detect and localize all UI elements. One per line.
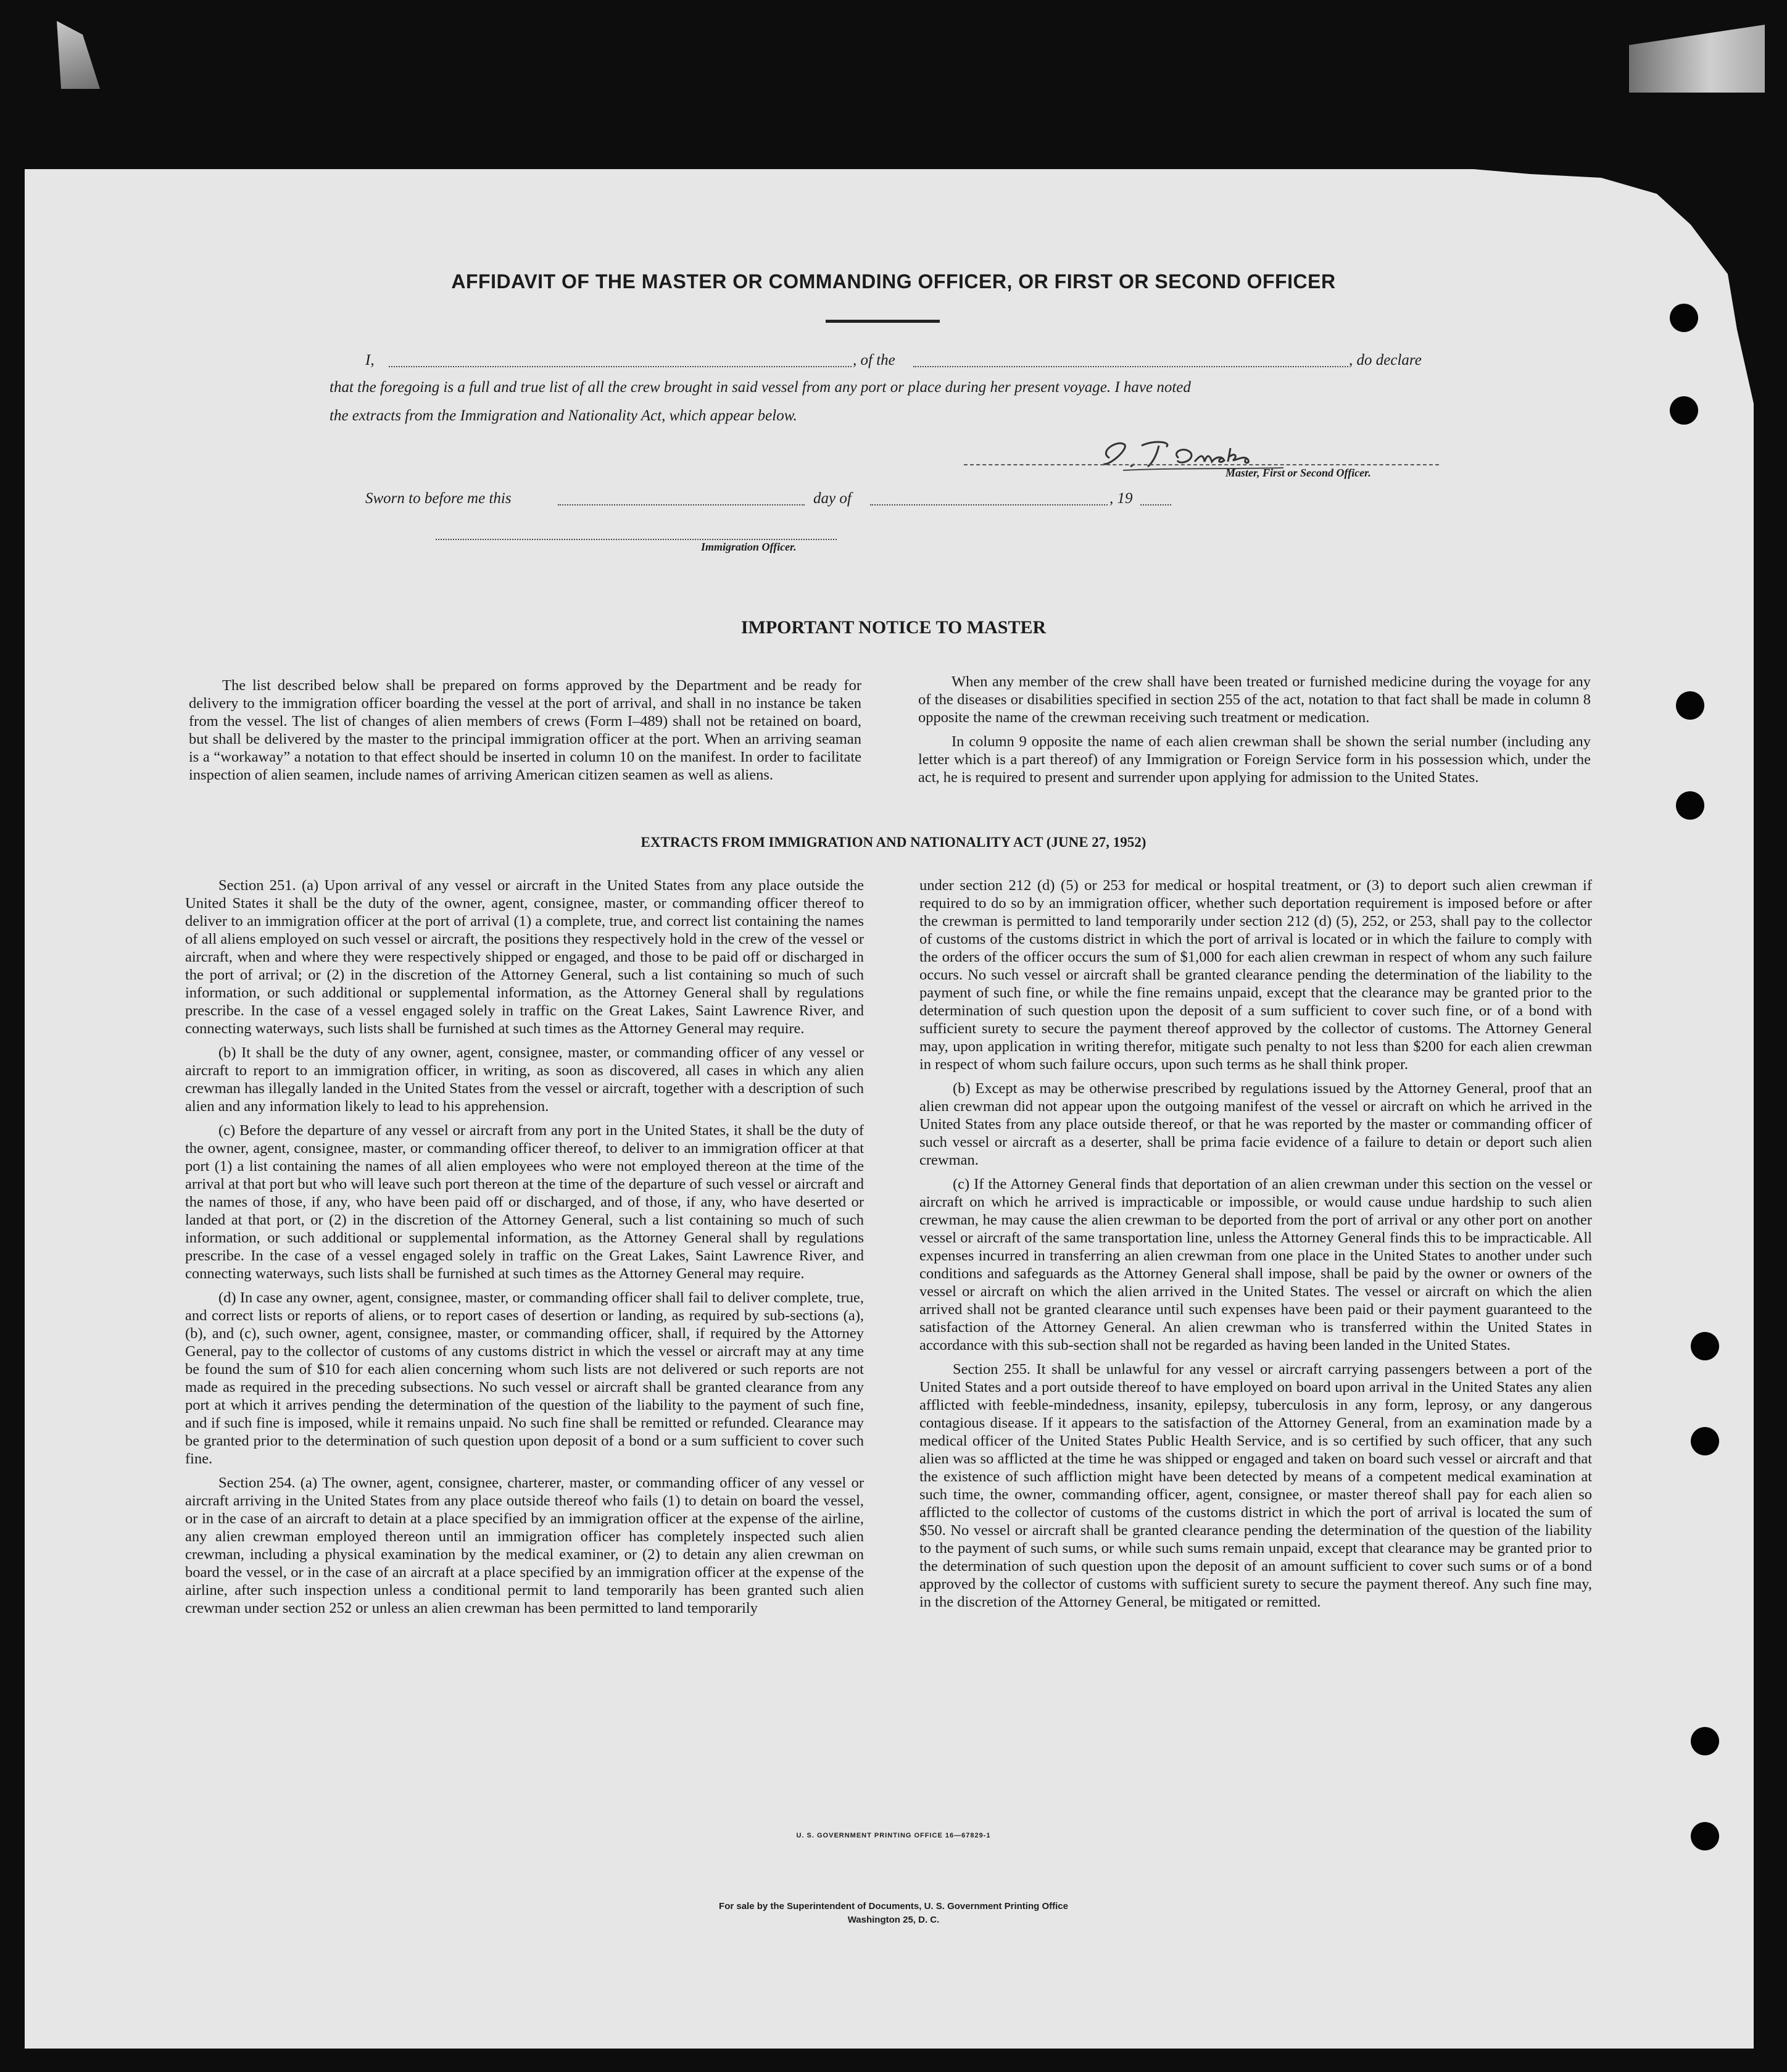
sworn-month-field[interactable] xyxy=(870,504,1108,506)
immigration-officer-caption: Immigration Officer. xyxy=(701,541,797,553)
notice-right-column xyxy=(918,673,1591,793)
extract-paragraph: Section 255. It shall be unlawful for any vessel or aircraft carrying passengers between a port of the United States and a port outside thereof to have employed on board upon arrival in the United States any alien afflicted with feeble-mindedness, insanity, epilepsy, tuberculosis in any form, leprosy, or any dangerous contagious disease. If it appears to the satisfaction of the Attorney General, from an examination made by a medical officer of the United States Public Health Service, and is so certified by such officer, that any such alien was so afflicted at the time he was shipped or engaged and taken on board such vessel or aircraft and that the existence of such affliction might have been detected by means of a competent medical examination at such time, the owner, commanding officer, agent, consignee, or master thereof shall pay for each alien so afflicted to the collector of customs of the customs district in which the port of arrival is located the sum of $50. No vessel or aircraft shall be granted clearance pending the determination of the question of the liability to the payment of such sums, or while such sums remain unpaid, except that clearance may be granted prior to the determination of such question upon the deposit of an amount sufficient to cover such sums or of a bond approved by the collector of customs with sufficient surety to secure the payment thereof. Any such fine may, in the discretion of the Attorney General, be mitigated or remitted. xyxy=(919,1361,1592,1610)
extract-paragraph: (b) It shall be the duty of any owner, agent, consignee, master, or commanding officer of any vessel or aircraft to report to an immigration officer, in writing, as soon as discovered, all cases in which any alien crewman has illegally landed in the United States from the vessel or aircraft, together with a description of such alien and any information likely to lead to his apprehension. xyxy=(185,1044,864,1115)
extract-paragraph: Section 251. (a) Upon arrival of any vessel or aircraft in the United States from any place outside the United States it shall be the duty of the owner, agent, consignee, master, or commanding officer thereof to deliver to an immigration officer at the port of arrival (1) a complete, true, and correct list containing the names of all aliens employed on such vessel or aircraft, the positions they respectively hold in the crew of the vessel or aircraft, when and where they were respectively shipped or engaged, and those to be paid off or discharged in the port of arrival; or (2) in the discretion of the Attorney General, such a list containing so much of such information, or such additional or supplemental information, as the Attorney General shall by regulations prescribe. In the case of a vessel engaged solely in traffic on the Great Lakes, Saint Lawrence River, and connecting waterways, such lists shall be furnished at such times as the Attorney General may require. xyxy=(185,877,864,1037)
master-signature-line[interactable] xyxy=(964,464,1439,465)
torn-paper-scrap xyxy=(57,21,100,89)
extracts-right-column xyxy=(919,876,1592,1617)
immigration-officer-signature-line[interactable] xyxy=(436,539,837,540)
master-caption: Master, First or Second Officer. xyxy=(1225,467,1371,479)
notice-title: IMPORTANT NOTICE TO MASTER xyxy=(740,617,1047,638)
statement-line-1: that the foregoing is a full and true list of all the crew brought in said vessel from any port or place during her present voyage. I have noted xyxy=(330,379,1191,396)
name-field[interactable] xyxy=(389,366,852,367)
punch-hole xyxy=(1691,1427,1719,1455)
notice-left-column xyxy=(189,676,861,790)
punch-hole xyxy=(1691,1727,1719,1755)
of-the-label: , of the xyxy=(853,352,895,368)
gpo-code: U. S. GOVERNMENT PRINTING OFFICE 16—67829-1 xyxy=(796,1832,991,1839)
punch-hole xyxy=(1676,791,1704,820)
torn-paper-scrap-right xyxy=(1629,25,1765,93)
punch-hole xyxy=(1670,396,1698,425)
notice-left-paragraph: The list described below shall be prepared on forms approved by the Department and be ready for delivery to the immigration officer boarding the vessel at the port of arrival, and shall in no instance be taken from the vessel. The list of changes of alien members of crews (Form I–489) shall not be retained on board, but shall be delivered by the master to the principal immigration officer at the port. When an arriving seaman is a “workaway” a notation to that effect should be inserted in column 10 on the manifest. In order to facilitate inspection of alien seamen, include names of arriving American citizen seamen as well as aliens. xyxy=(189,677,861,783)
vessel-field[interactable] xyxy=(913,366,1348,367)
extracts-title: EXTRACTS FROM IMMIGRATION AND NATIONALITY ACT (JUNE 27, 1952) xyxy=(641,834,1146,850)
statement-line-2: the extracts from the Immigration and Nationality Act, which appear below. xyxy=(330,407,797,424)
notice-right-paragraph-1: When any member of the crew shall have been treated or furnished medicine during the voyage for any of the diseases or disabilities specified in section 255 of the act, notation to that fact shall be made in column 8 opposite the name of the crewman receiving such treatment or medication. xyxy=(918,673,1591,726)
extracts-left-column xyxy=(185,876,864,1623)
punch-hole xyxy=(1676,691,1704,720)
title-underline xyxy=(826,320,940,323)
affidavit-title: AFFIDAVIT OF THE MASTER OR COMMANDING OFFICER, OR FIRST OR SECOND OFFICER xyxy=(451,270,1336,293)
extract-paragraph: (d) In case any owner, agent, consignee, master, or commanding officer shall fail to deliver complete, true, and correct lists or reports of aliens, or to report cases of desertion or landing, as required by sub-sections (a), (b), and (c), such owner, agent, consignee, master, or commanding officer, shall, if required by the Attorney General, pay to the collector of customs of any customs district in which the vessel or aircraft may at any time be found the sum of $10 for each alien concerning whom such lists are not delivered or such reports are not made as required in the preceding subsections. No such vessel or aircraft shall be granted clearance from any port at which it arrives pending the determination of the question of the liability to the payment of such fine, and if such fine is imposed, while it remains unpaid. No such fine shall be remitted or refunded. Clearance may be granted prior to the determination of such question upon deposit of a bond or a sum sufficient to cover such fine. xyxy=(185,1289,864,1467)
day-of-label: day of xyxy=(813,490,852,507)
notice-right-paragraph-2: In column 9 opposite the name of each alien crewman shall be shown the serial number (including any letter which is a part thereof) of any Immigration or Foreign Service form in his possession which, under the act, he is required to present and surrender upon applying for admission to the United States. xyxy=(918,733,1591,786)
extract-paragraph: under section 212 (d) (5) or 253 for medical or hospital treatment, or (3) to deport such alien crewman if required to do so by an immigration officer, whether such deportation requirement is imposed before or after the crewman is permitted to land temporarily under section 212 (d) (5), 252, or 253, shall pay to the collector of customs of the customs district in which the port of arrival is located or in which the failure to comply with the orders of the officer occurs the sum of $1,000 for each alien crewman in respect of whom any such failure occurs. No such vessel or aircraft shall be granted clearance pending the determination of the liability to the payment of such fine, or while the fine remains unpaid, except that the clearance may be granted prior to the determination of such question upon the deposit of a sum sufficient to cover such fine, or of a bond with sufficient surety to secure the payment thereof approved by the collector of customs. The Attorney General may, upon application in writing therefor, mitigate such penalty to not less than $200 for each alien crewman in respect of whom such failure occurs, upon such terms as he shall think proper. xyxy=(919,877,1592,1073)
year-label: , 19 xyxy=(1109,490,1133,507)
extract-paragraph: (b) Except as may be otherwise prescribed by regulations issued by the Attorney General, proof that an alien crewman did not appear upon the outgoing manifest of the vessel or aircraft on which he arrived in the United States from any place outside thereof, or that he was reported by the master or commanding officer of such vessel or aircraft as a deserter, shall be prima facie evidence of a failure to detain or deport such alien crewman. xyxy=(919,1080,1592,1168)
extract-paragraph: (c) If the Attorney General finds that deportation of an alien crewman under this section on the vessel or aircraft on which he arrived is impracticable or impossible, or would cause undue hardship to such alien crewman, he may cause the alien crewman to be deported from the port of arrival or any other port on another vessel or aircraft of the same transportation line, unless the Attorney General finds this to be impracticable. All expenses incurred in transferring an alien crewman from one place in the United States to another under such conditions and safeguards as the Attorney General shall impose, shall be paid by the owner or owners of the vessel or aircraft on which the alien arrived in the United States. The vessel or aircraft on which the alien arrived shall not be granted clearance until such expenses have been paid or their payment guaranteed to the satisfaction of the Attorney General. An alien crewman who is transferred within the United States in accordance with this sub-section shall not be regarded as having been landed in the United States. xyxy=(919,1176,1592,1354)
sale-line-1: For sale by the Superintendent of Documents, U. S. Government Printing Office xyxy=(719,1901,1068,1912)
sworn-year-field[interactable] xyxy=(1140,504,1171,506)
extract-paragraph: (c) Before the departure of any vessel or aircraft from any port in the United States, it shall be the duty of the owner, agent, consignee, master, or commanding officer thereof, to deliver to an immigration officer at that port (1) a list containing the names of all alien employees who were not employed thereon at the time of the arrival at that port but who will leave such port thereon at the time of the departure of such vessel or aircraft and the names of those, if any, who have been paid off or discharged, and of those, if any, who have deserted or landed at that port, or (2) in the discretion of the Attorney General, such a list containing so much of such information, or such additional or supplemental information, as the Attorney General shall by regulations prescribe. In the case of a vessel engaged solely in traffic on the Great Lakes, Saint Lawrence River, and connecting waterways, such lists shall be furnished at such times as the Attorney General may require. xyxy=(185,1122,864,1282)
punch-hole xyxy=(1691,1332,1719,1360)
sale-line-2: Washington 25, D. C. xyxy=(847,1915,940,1925)
i-label: I, xyxy=(365,352,375,368)
extract-paragraph: Section 254. (a) The owner, agent, consignee, charterer, master, or commanding officer of any vessel or aircraft arriving in the United States from any place outside thereof who fails (1) to detain on board the vessel, or in the case of an aircraft to detain at a place specified by an immigration officer at the expense of the airline, any alien crewman employed thereon until an immigration officer has completely inspected such alien crewman, including a physical examination by the medical examiner, or (2) to detain any alien crewman on board the vessel, or in the case of an aircraft at a place specified by an immigration officer at the expense of the airline, after such inspection unless a conditional permit to land temporarily has been granted such alien crewman under section 252 or unless an alien crewman has been permitted to land temporarily xyxy=(185,1475,864,1616)
do-declare-label: , do declare xyxy=(1349,352,1422,368)
sworn-day-field[interactable] xyxy=(558,504,805,506)
punch-hole xyxy=(1670,304,1698,332)
sworn-label: Sworn to before me this xyxy=(365,490,512,507)
